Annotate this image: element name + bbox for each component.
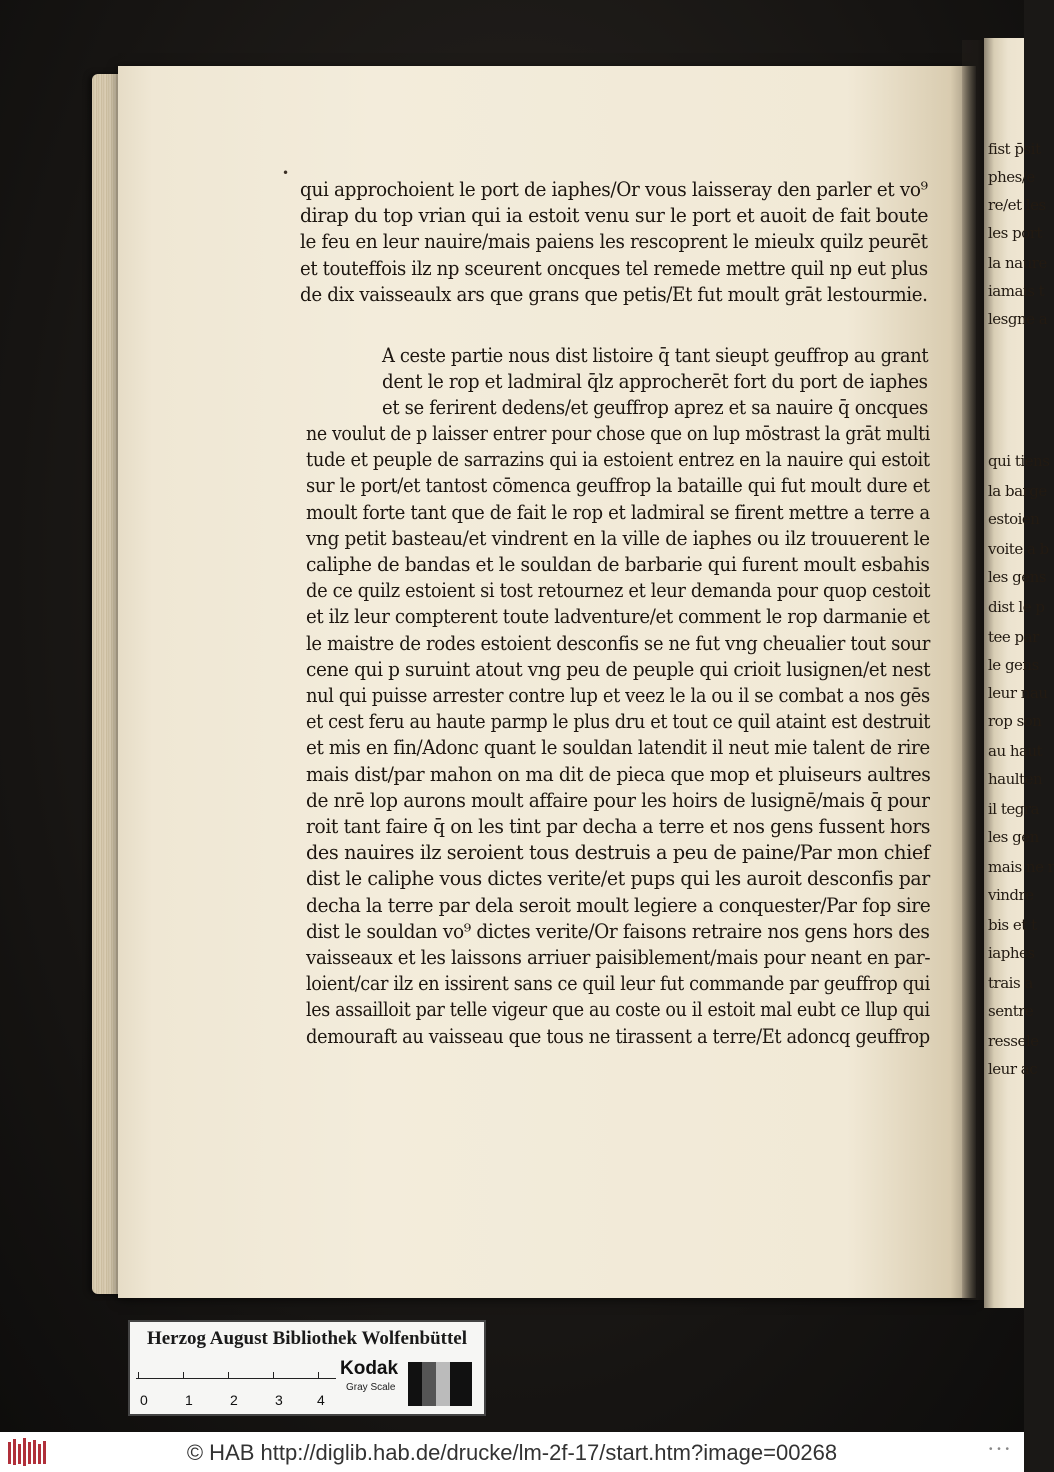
facing-page-text-fragment: phes/e: [988, 168, 1035, 186]
facing-page-text-fragment: les port: [988, 224, 1042, 242]
facing-page-text-fragment: bis et t: [988, 916, 1037, 934]
facing-page-text-fragment: tee par: [988, 628, 1039, 646]
facing-page-text-fragment: leur nau: [988, 684, 1048, 702]
text-line: nul qui puisse arrester contre lup et veez le la ou il se combat a nos gēs: [306, 683, 930, 707]
facing-page-text-fragment: dist le p: [988, 598, 1045, 616]
text-line: et cest feru au haute parmp le plus dru et tout ce quil ataint est destruit: [306, 709, 931, 734]
ruler-tick: [318, 1372, 319, 1378]
text-line: demouraft au vaisseau que tous ne tirassent a terre/Et adoncq geuffrop: [306, 1023, 930, 1048]
footer-dots: • • •: [988, 1444, 1010, 1455]
facing-page-text-fragment: il tegra: [988, 800, 1039, 818]
text-line: sur le port/et tantost cōmenca geuffrop la bataille qui fut moult dure et: [306, 473, 930, 498]
facing-page-text-fragment: le gens: [988, 656, 1039, 674]
gray-patch: [408, 1362, 422, 1406]
gray-patch: [450, 1362, 472, 1406]
text-line: le feu en leur nauire/mais paiens les rescoprent le mieulx quilz peurēt: [300, 229, 928, 254]
kodak-label: Kodak: [340, 1358, 399, 1379]
page-corner-mark: •: [282, 166, 290, 180]
facing-page: [984, 38, 1054, 1308]
ruler-tick: [183, 1372, 184, 1378]
facing-page-text-fragment: les gen: [988, 828, 1039, 846]
library-name: Herzog August Bibliothek Wolfenbüttel: [146, 1328, 468, 1349]
text-line: de nrē lop aurons moult affaire pour les hoirs de lusignē/mais q̄ pour: [306, 787, 930, 812]
facing-page-text-fragment: lesgne a: [988, 310, 1048, 328]
text-line: et mis en fin/Adonc quant le souldan latendit il neut mie talent de rire: [306, 735, 930, 760]
text-line: tude et peuple de sarrazins qui ia estoient entrez en la nauire qui estoit: [306, 447, 930, 472]
footer-bar: [0, 1432, 1024, 1472]
facing-page-text-fragment: re/et les: [988, 196, 1046, 214]
facing-page-text-fragment: la naure: [988, 254, 1047, 272]
text-line: vng petit basteau/et vindrent en la ville de iaphes ou ilz trouuerent le: [306, 525, 930, 550]
text-line: des nauires ilz seroient tous destruis a peu de paine/Par mon chief: [306, 840, 930, 865]
ruler-line: [136, 1378, 336, 1379]
text-line: mais dist/par mahon on ma dit de pieca que mop et pluiseurs aultres: [306, 761, 931, 786]
text-line: qui approchoient le port de iaphes/Or vous laisseray den parler et vo⁹: [300, 177, 928, 201]
facing-page-text-fragment: haulten: [988, 770, 1043, 788]
facing-page-text-fragment: iamais t: [988, 282, 1045, 300]
text-line: de ce quilz estoient si tost retournez et leur demanda pour quop cestoit: [306, 578, 931, 603]
facing-page-text-fragment: estoien: [988, 510, 1040, 528]
text-line: et se ferirent dedens/et geuffrop aprez et sa nauire q̄ oncques: [382, 395, 928, 420]
ruler-number: 3: [275, 1392, 283, 1408]
gray-patch: [436, 1362, 450, 1406]
ruler-number: 2: [230, 1392, 238, 1408]
text-line: dirap du top vrian qui ia estoit venu sur le port et auoit de fait boute: [300, 203, 929, 228]
text-line: A ceste partie nous dist listoire q̄ tant sieupt geuffrop au grant: [382, 343, 929, 367]
text-line: et touteffois ilz np sceurent oncques tel remede mettre quil np eut plus: [300, 255, 928, 280]
facing-page-text-fragment: ressele: [988, 1032, 1039, 1050]
facing-page-text-fragment: voite a b: [988, 540, 1049, 558]
ruler-number: 1: [185, 1392, 193, 1408]
facing-page-text-fragment: au haut: [988, 742, 1043, 760]
ruler-number: 4: [317, 1392, 325, 1408]
text-line: le maistre de rodes estoient desconfis se ne fut vng cheualier tout sour: [306, 630, 931, 655]
gray-patch: [422, 1362, 436, 1406]
facing-page-text-fragment: sentre: [988, 1002, 1034, 1020]
text-line: de dix vaisseaulx ars que grans que petis/Et fut moult grāt lestourmie.: [300, 281, 928, 306]
text-line: caliphe de bandas et le souldan de barbarie qui furent moult esbahis: [306, 552, 930, 576]
facing-page-text-fragment: mais ne r: [988, 858, 1054, 876]
text-line: loient/car ilz en issirent sans ce quil leur fut commande par geuffrop qui: [306, 971, 930, 996]
ruler-tick: [228, 1372, 229, 1378]
text-line: dent le rop et ladmiral q̄lz approcherēt fort du port de iaphes: [382, 369, 928, 394]
facing-page-text-fragment: la barge: [988, 482, 1047, 500]
facing-page-text-fragment: qui tiens: [988, 452, 1050, 470]
facing-page-text-fragment: leur ac: [988, 1060, 1038, 1078]
text-line: les assailloit par telle vigeur que au coste ou il estoit mal eubt ce llup qui: [306, 997, 930, 1022]
text-line: roit tant faire q̄ on les tint par decha a terre et nos gens fussent hors: [306, 814, 931, 838]
facing-page-text-fragment: fist p̄sit: [988, 140, 1041, 158]
source-url-text: © HAB http://diglib.hab.de/drucke/lm-2f-17/start.htm?image=00268: [186, 1440, 838, 1465]
ruler-tick: [138, 1372, 139, 1378]
facing-page-text-fragment: les gens: [988, 568, 1046, 586]
text-line: moult forte tant que de fait le rop et ladmiral se firent mettre a terre a: [306, 499, 930, 524]
facing-page-text-fragment: iaphes: [988, 944, 1035, 962]
ruler-number: 0: [140, 1392, 148, 1408]
ruler-tick: [273, 1372, 274, 1378]
facing-page-text-fragment: trais a: [988, 974, 1033, 992]
text-line: cene qui p suruint atout vng peu de peuple qui crioit lusignen/et nest: [306, 656, 931, 681]
text-line: dist le caliphe vous dictes verite/et pups qui les auroit desconfis par: [306, 866, 930, 891]
facing-page-text-fragment: rop son: [988, 712, 1042, 730]
text-line: dist le souldan vo⁹ dictes verite/Or faisons retraire nos gens hors des: [306, 918, 930, 943]
color-scale-card: [128, 1320, 486, 1416]
text-line: vaisseaux et les laissons arriuer paisiblement/mais pour neant en par-: [306, 945, 931, 969]
grayscale-label: Gray Scale: [346, 1382, 396, 1393]
facing-page-text-fragment: vindre: [988, 886, 1034, 904]
text-line: et ilz leur compterent toute ladventure/et comment le rop darmanie et: [306, 604, 930, 629]
text-line: ne voulut de p laisser entrer pour chose que on lup mōstrast la grāt multi: [306, 421, 930, 445]
text-line: decha la terre par dela seroit moult legiere a conquester/Par fop sire: [306, 892, 931, 917]
